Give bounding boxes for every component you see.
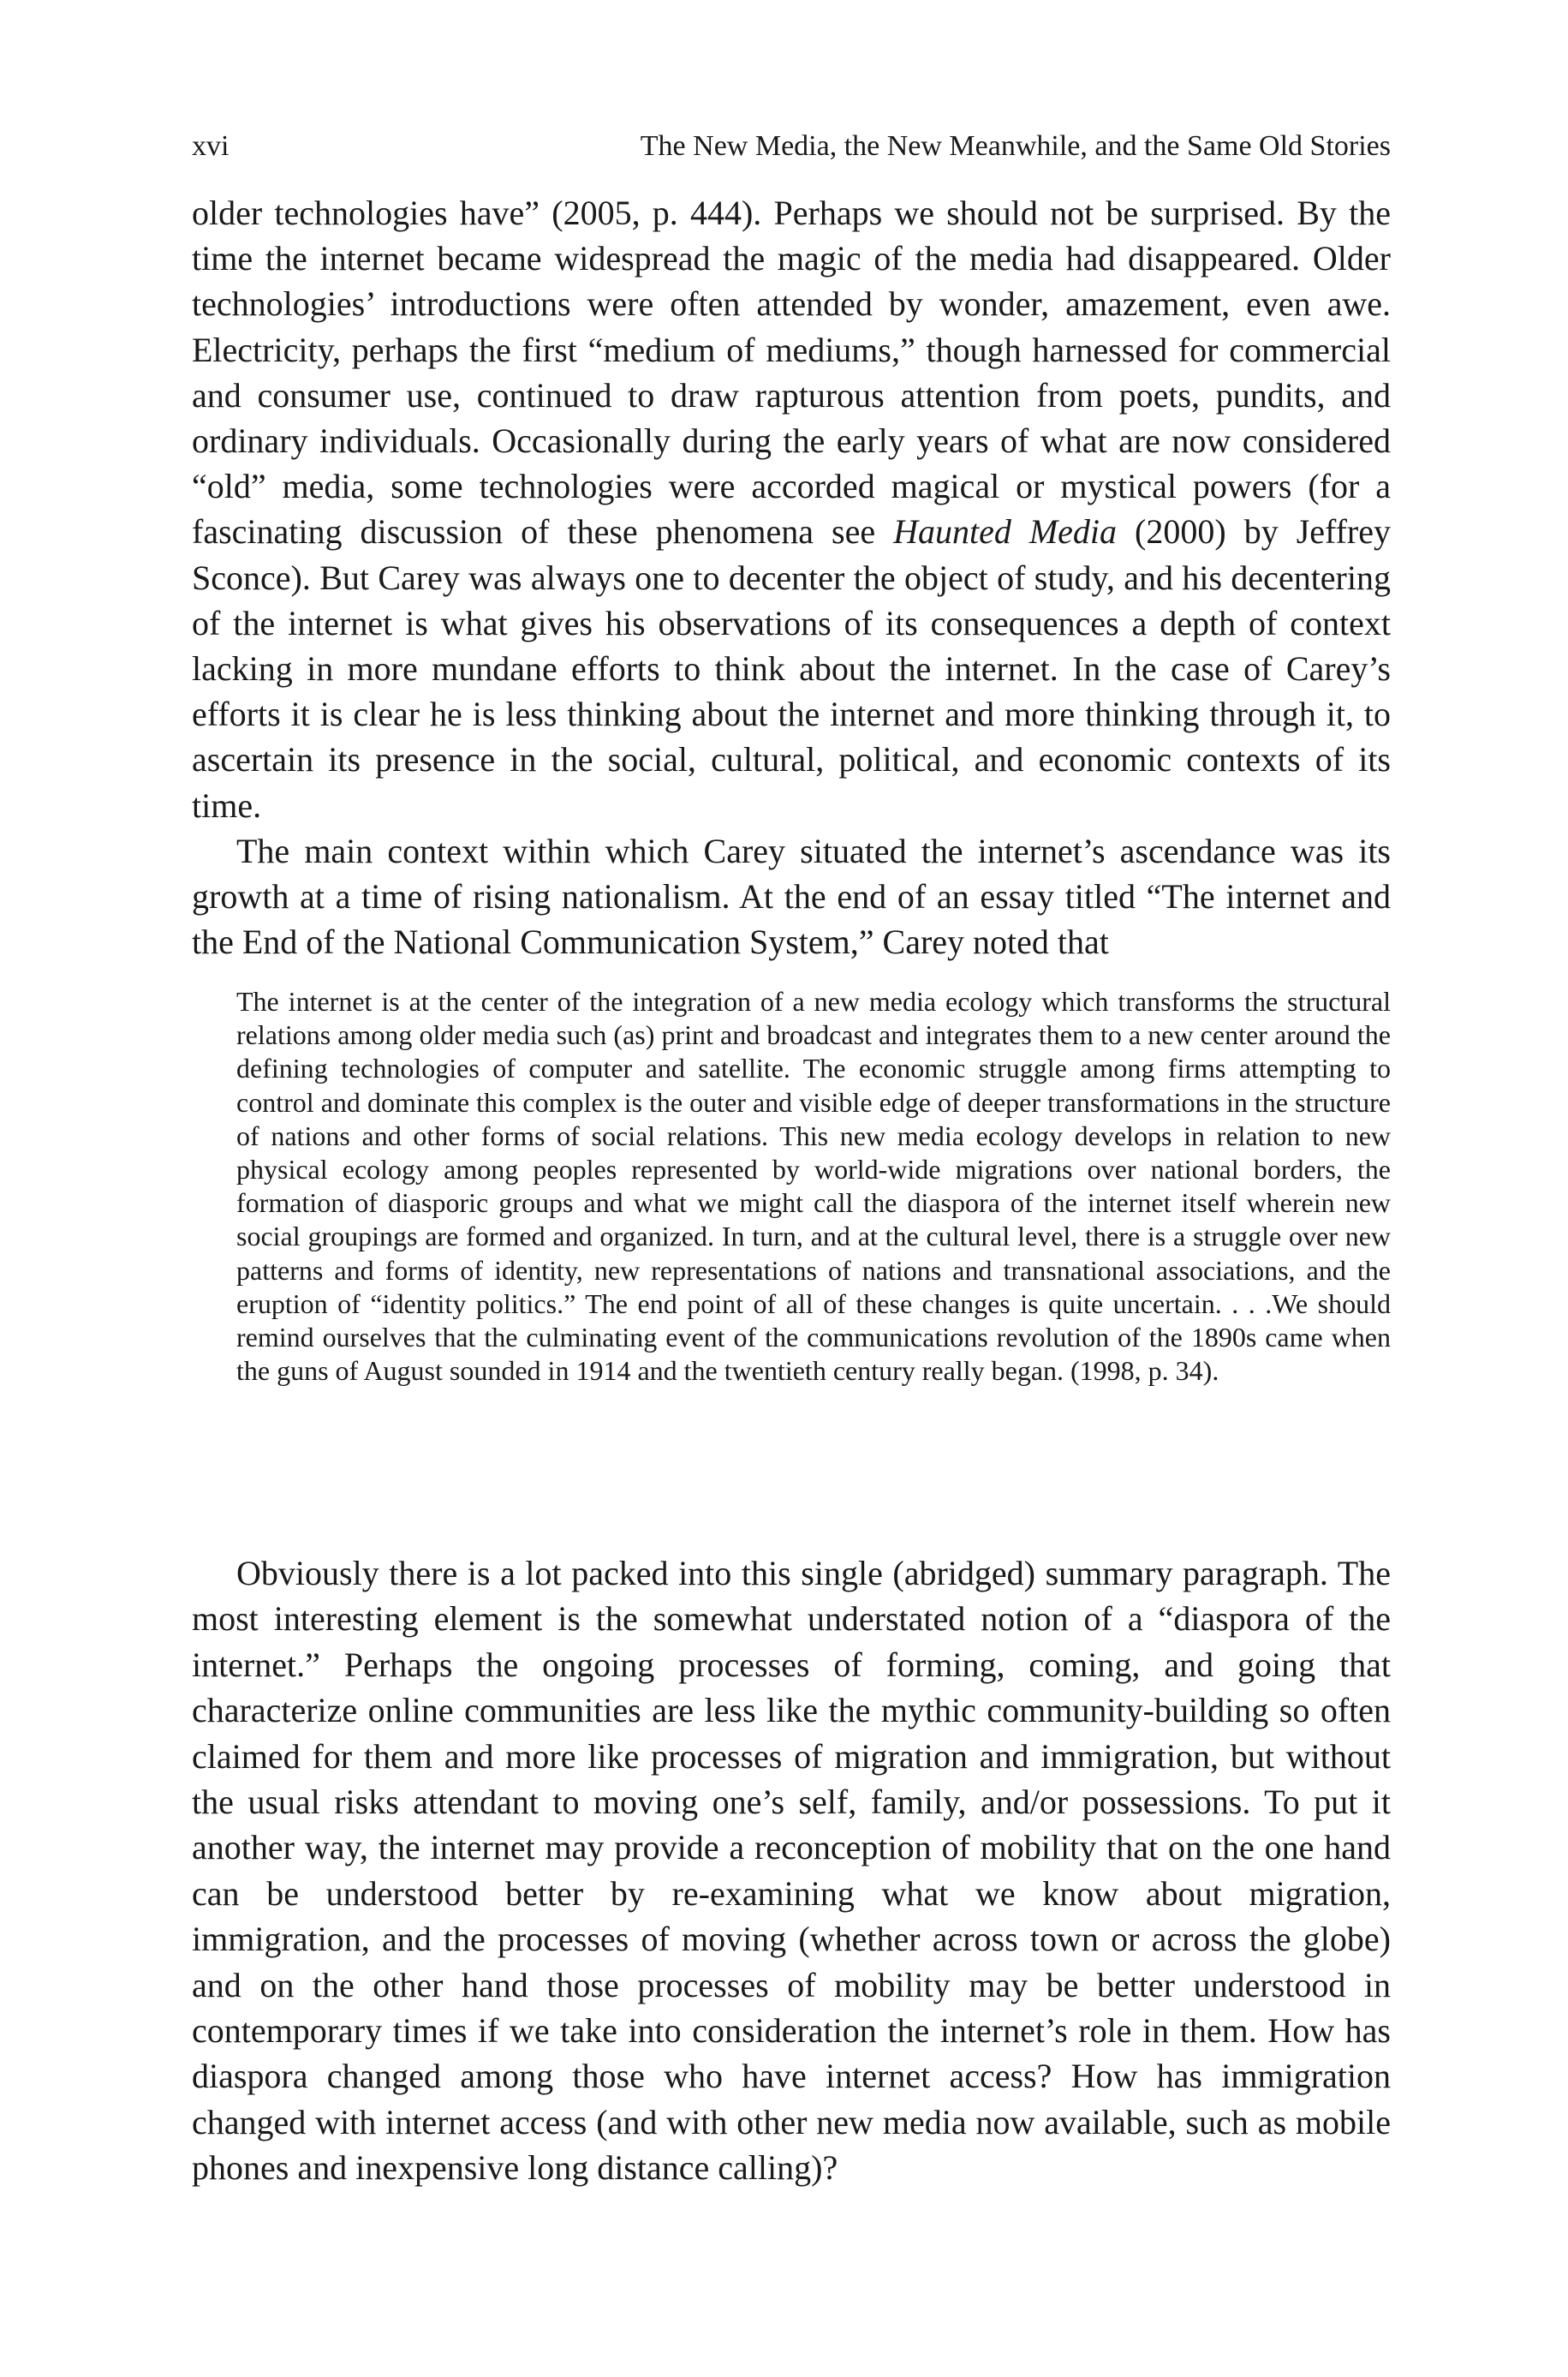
paragraph-3: Obviously there is a lot packed into this single (abridged) summary paragraph. The most interesting element is the somewhat understated notion of a “diaspora of the internet.” Perhaps the ongoing processes of forming, coming, and going that characterize online communities are less like the mythic community-building so often claimed for them and more like processes of migration and immigration, but without the usual risks attendant to moving one’s self, family, and/or possessions. To put it another way, the internet may provide a reconception of mobility that on the one hand can be understood better by re-examining what we know about migration, immigration, and the processes of moving (whether across town or across the globe) and on the other hand those processes of mobility may be better understood in contemporary times if we take into consideration the internet’s role in them. How has diaspora changed among those who have internet access? How has immigration changed with internet access (and with other new media now available, such as mobile phones and inexpensive long distance calling)? (192, 1554, 1391, 2188)
running-head (192, 125, 1391, 168)
body-text-top (192, 190, 1391, 965)
paragraph-1-text-b: (2000) by Jeffrey Sconce). But Carey was always one to decenter the object of study, and his decentering of the internet is what gives his observations of its consequences a depth of context lacking in more mundane efforts to think about the internet. In the case of Carey’s efforts it is clear he is less thinking about the internet and more thinking through it, to ascertain its presence in the social, cultural, political, and economic contexts of its time. (192, 512, 1392, 825)
paragraph-1-text-a: older technologies have” (2005, p. 444). Perhaps we should not be surprised. By the time the internet became widespread the magic of the media had disappeared. Older technologies’ introductions were often attended by wonder, amazement, even awe. Electricity, perhaps the first “medium of mediums,” though harnessed for commercial and consumer use, continued to draw rapturous attention from poets, pundits, and ordinary individuals. Occasionally during the early years of what are now considered “old” media, some technologies were accorded magical or mystical powers (for a fascinating discussion of these phenomena see (192, 194, 1391, 552)
page-number: xvi (192, 130, 230, 162)
paragraph-2: The main context within which Carey situated the internet’s ascendance was its growth at a time of rising nationalism. At the end of an essay titled “The internet and the End of the National Communication System,” Carey noted that (192, 831, 1391, 962)
body-text-bottom (192, 1550, 1391, 2191)
running-head-title: The New Media, the New Meanwhile, and the Same Old Stories (640, 130, 1391, 162)
book-title-haunted-media: Haunted Media (893, 512, 1118, 552)
block-quote: The internet is at the center of the integration of a new media ecology which transforms the structural relations among older media such (as) print and broadcast and integrates them to a new center around the defining technologies of computer and satellite. The economic struggle among firms attempting to control and dominate this complex is the outer and visible edge of deeper transformations in the structure of nations and other forms of social relations. This new media ecology develops in relation to new physical ecology among peoples represented by world-wide migrations over national borders, the formation of diasporic groups and what we might call the diaspora of the internet itself wherein new social groupings are formed and organized. In turn, and at the cultural level, there is a struggle over new patterns and forms of identity, new representations of nations and transnational associations, and the eruption of “identity politics.” The end point of all of these changes is quite uncertain. . . .We should remind ourselves that the culminating event of the communications revolution of the 1890s came when the guns of August sounded in 1914 and the twentieth century really began. (1998, p. 34). (236, 986, 1391, 1387)
paragraph-1 (192, 190, 1391, 828)
